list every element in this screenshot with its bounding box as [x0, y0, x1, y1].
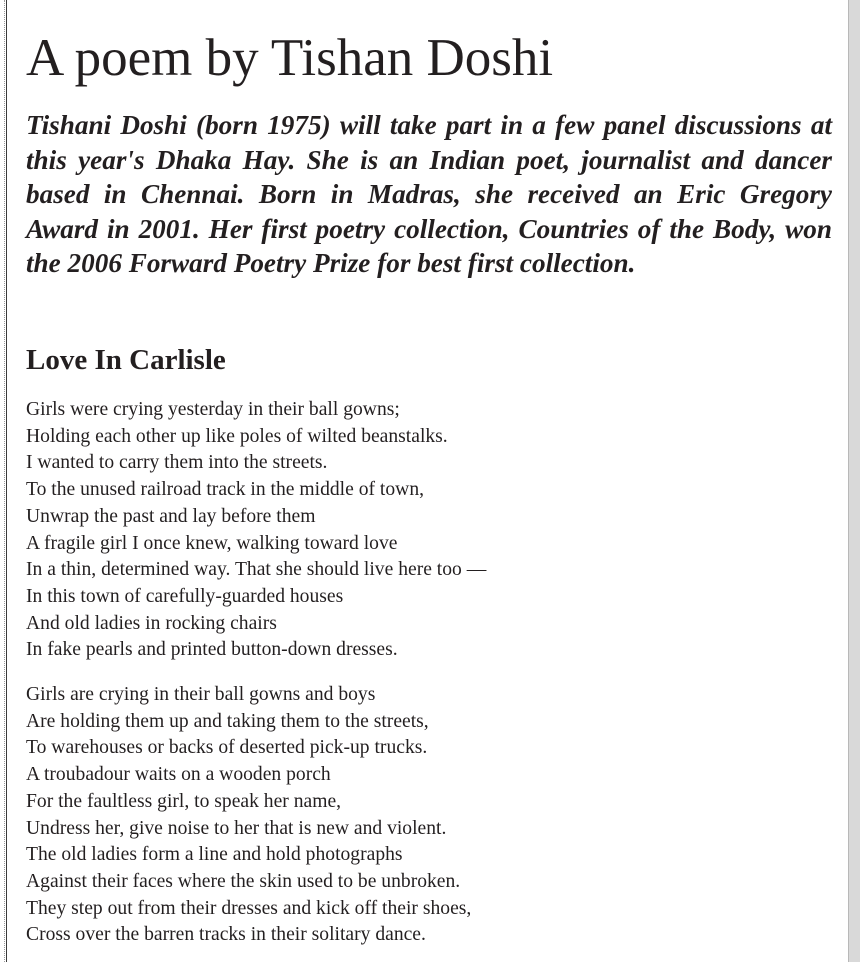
poem-line: Girls were crying yesterday in their ball gowns;: [26, 399, 400, 420]
article-headline: A poem by Tishan Doshi: [26, 29, 554, 87]
poem-line: Undress her, give noise to her that is new and violent.: [26, 817, 447, 839]
poem-line: A troubadour waits on a wooden porch: [26, 764, 331, 786]
poem-stanza-2: [26, 682, 471, 949]
poem-line: And old ladies in rocking chairs: [26, 612, 277, 634]
poem-title: Love In Carlisle: [26, 344, 226, 376]
poem-line: I wanted to carry them into the streets.: [26, 452, 328, 474]
poem-line: Cross over the barren tracks in their solitary dance.: [26, 924, 426, 946]
left-column-dotted-rule: [0, 0, 5, 962]
poem-stanza-1: [26, 397, 486, 664]
article-intro: Tishani Doshi (born 1975) will take part in a few panel discussions at this year's Dhaka Hay. She is an Indian poet, journalist and dancer based in Chennai. Born in Madras, she received an Eric Gregory Award in 2001. Her first poetry collection, Countries of the Body, won the 2006 Forward Poetry Prize for best first collection.: [26, 110, 832, 278]
right-column-edge: [848, 0, 860, 962]
poem-line: Against their faces where the skin used to be unbroken.: [26, 870, 461, 892]
left-column-divider: [6, 0, 7, 962]
poem-line: Unwrap the past and lay before them: [26, 505, 316, 527]
poem-line: In fake pearls and printed button-down dresses.: [26, 639, 398, 661]
poem-line: To warehouses or backs of deserted pick-up trucks.: [26, 737, 428, 759]
poem-line: In a thin, determined way. That she should live here too —: [26, 559, 487, 581]
poem-line: Girls are crying in their ball gowns and boys: [26, 684, 376, 705]
poem-line: To the unused railroad track in the middle of town,: [26, 479, 425, 501]
poem-line: A fragile girl I once knew, walking toward love: [26, 532, 398, 554]
poem-line: The old ladies form a line and hold photographs: [26, 844, 403, 866]
poem-line: Holding each other up like poles of wilted beanstalks.: [26, 425, 448, 447]
poem-line: Are holding them up and taking them to the streets,: [26, 710, 429, 732]
poem-line: They step out from their dresses and kick off their shoes,: [26, 897, 472, 919]
poem-line: In this town of carefully-guarded houses: [26, 585, 344, 607]
poem-line: For the faultless girl, to speak her name,: [26, 790, 342, 812]
